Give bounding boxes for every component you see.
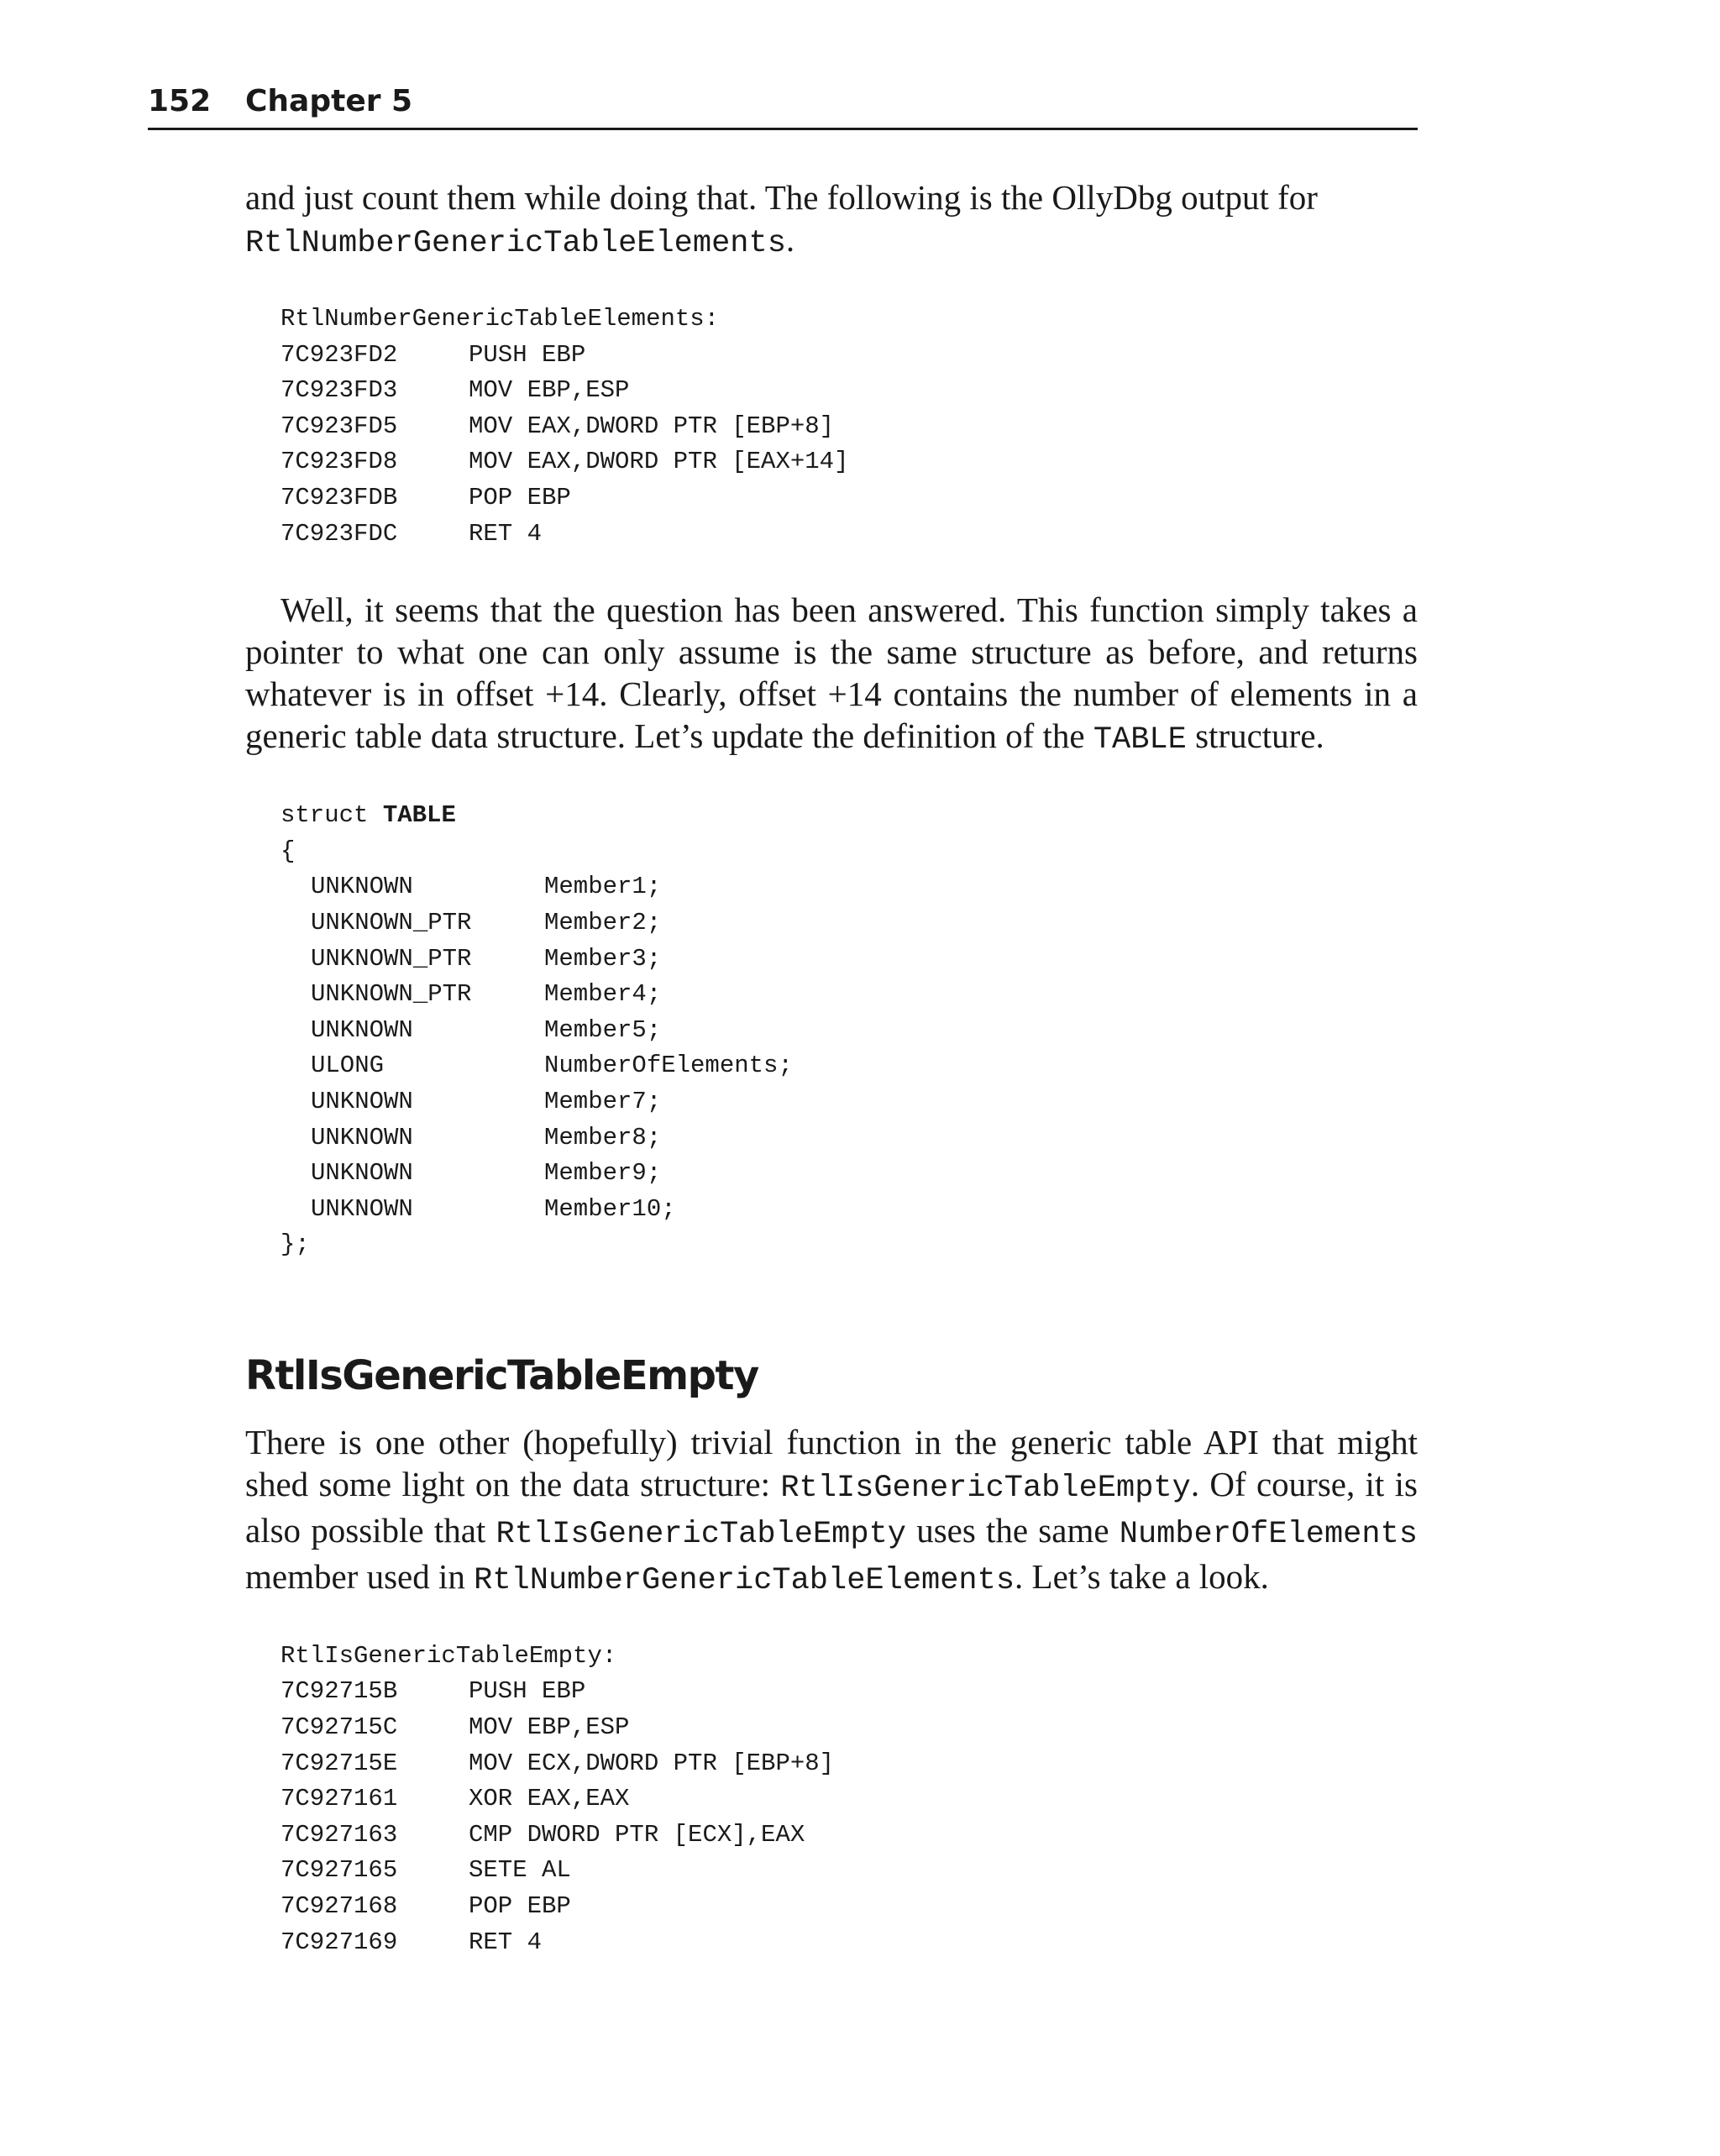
asm-instruction: XOR EAX,EAX	[469, 1785, 630, 1813]
asm-address: 7C923FDC	[281, 519, 398, 548]
asm-address: 7C92715E	[281, 1749, 398, 1777]
asm-line	[281, 1746, 1418, 1782]
member-name: Member2;	[544, 908, 662, 936]
running-header	[148, 81, 1418, 130]
asm-address: 7C923FD5	[281, 412, 398, 440]
struct-name: TABLE	[382, 801, 456, 830]
asm-instruction: MOV EBP,ESP	[469, 1713, 630, 1742]
asm-address: 7C923FD8	[281, 448, 398, 476]
member-name: NumberOfElements;	[544, 1052, 793, 1080]
asm-instruction: POP EBP	[469, 483, 571, 511]
asm-instruction: MOV EAX,DWORD PTR [EBP+8]	[469, 412, 835, 440]
inline-code-table: TABLE	[1093, 722, 1187, 758]
asm-instruction: RET 4	[469, 1928, 543, 1956]
listing-label: RtlNumberGenericTableElements:	[281, 305, 720, 333]
member-name: Member3;	[544, 944, 662, 973]
asm-line	[281, 1889, 1418, 1925]
asm-address: 7C927163	[281, 1820, 398, 1849]
asm-address: 7C927169	[281, 1928, 398, 1956]
asm-line	[281, 1853, 1418, 1889]
asm-address: 7C923FD2	[281, 340, 398, 369]
struct-definition	[245, 798, 1418, 1263]
struct-member	[281, 1048, 1418, 1084]
asm-instruction: CMP DWORD PTR [ECX],EAX	[469, 1820, 805, 1849]
struct-close-brace: };	[281, 1230, 310, 1259]
asm-line	[281, 444, 1418, 480]
struct-member	[281, 1013, 1418, 1049]
struct-member	[281, 942, 1418, 978]
asm-line	[281, 373, 1418, 409]
intro-paragraph	[245, 176, 1418, 265]
intro-tail: .	[785, 220, 795, 259]
section-heading: RtlIsGenericTableEmpty	[245, 1351, 758, 1399]
asm-address: 7C92715B	[281, 1677, 398, 1706]
asm-instruction: PUSH EBP	[469, 1677, 586, 1706]
struct-member	[281, 1084, 1418, 1120]
asm-instruction: MOV EAX,DWORD PTR [EAX+14]	[469, 448, 849, 476]
asm-line	[281, 517, 1418, 553]
section-text-1: There is one other (hopefully) trivial function in the generic table API that might shed some light on the data structure:	[245, 1422, 1418, 1503]
page-body	[245, 176, 1418, 1960]
member-type: UNKNOWN_PTR	[311, 944, 472, 973]
struct-member	[281, 905, 1418, 942]
member-name: Member1;	[544, 873, 662, 901]
struct-header	[281, 798, 1418, 834]
asm-instruction: POP EBP	[469, 1892, 571, 1921]
analysis-paragraph	[245, 589, 1418, 761]
chapter-label: Chapter 5	[245, 84, 413, 118]
asm-instruction: MOV ECX,DWORD PTR [EBP+8]	[469, 1749, 835, 1777]
asm-address: 7C927161	[281, 1785, 398, 1813]
asm-address: 7C92715C	[281, 1713, 398, 1742]
intro-text: and just count them while doing that. The following is the OllyDbg output for	[245, 178, 1318, 217]
asm-line	[281, 1781, 1418, 1818]
struct-member	[281, 1156, 1418, 1192]
inline-code-is-empty-1: RtlIsGenericTableEmpty	[780, 1470, 1191, 1506]
asm-line	[281, 480, 1418, 517]
struct-open-brace: {	[281, 837, 296, 865]
asm-address: 7C927168	[281, 1892, 398, 1921]
section-text-2: . Of course, it is also possible that	[245, 1464, 1418, 1550]
member-name: Member7;	[544, 1087, 662, 1115]
asm-instruction: RET 4	[469, 519, 543, 548]
asm-instruction: MOV EBP,ESP	[469, 376, 630, 405]
inline-code-is-empty-2: RtlIsGenericTableEmpty	[496, 1516, 906, 1552]
member-name: Member9;	[544, 1159, 662, 1188]
member-name: Member8;	[544, 1123, 662, 1151]
asm-listing-is-empty	[245, 1639, 1418, 1960]
struct-keyword: struct	[281, 801, 369, 830]
asm-line	[281, 1710, 1418, 1746]
asm-address: 7C927165	[281, 1856, 398, 1885]
page-number: 152	[148, 84, 212, 118]
listing-label: RtlIsGenericTableEmpty:	[281, 1641, 617, 1670]
section-text-3: uses the same	[906, 1510, 1120, 1550]
asm-address: 7C923FDB	[281, 483, 398, 511]
asm-line	[281, 1674, 1418, 1710]
asm-instruction: PUSH EBP	[469, 340, 586, 369]
struct-member	[281, 869, 1418, 905]
member-type: UNKNOWN	[311, 1015, 413, 1044]
section-paragraph	[245, 1421, 1418, 1602]
inline-code-number-of-elements: NumberOfElements	[1119, 1516, 1418, 1552]
member-name: Member4;	[544, 980, 662, 1009]
member-type: UNKNOWN	[311, 1159, 413, 1188]
asm-line	[281, 409, 1418, 445]
member-name: Member10;	[544, 1194, 676, 1223]
member-type: UNKNOWN	[311, 1194, 413, 1223]
asm-line	[281, 1925, 1418, 1961]
member-type: ULONG	[311, 1052, 385, 1080]
asm-listing-number-elements	[245, 302, 1418, 552]
asm-address: 7C923FD3	[281, 376, 398, 405]
member-type: UNKNOWN_PTR	[311, 980, 472, 1009]
member-name: Member5;	[544, 1015, 662, 1044]
struct-member	[281, 977, 1418, 1013]
intro-func-name: RtlNumberGenericTableElements	[245, 226, 786, 261]
member-type: UNKNOWN_PTR	[311, 908, 472, 936]
asm-line	[281, 1818, 1418, 1854]
asm-instruction: SETE AL	[469, 1856, 571, 1885]
struct-member	[281, 1192, 1418, 1228]
member-type: UNKNOWN	[311, 1123, 413, 1151]
analysis-text: Well, it seems that the question has been answered. This function simply takes a pointer to what one can only assume is the same structure as before, and returns whatever is in offset +14. Clearly, offset +14 contains the number of elements in a generic table data structure. Let’s update the definition of the	[245, 590, 1418, 756]
struct-member	[281, 1120, 1418, 1157]
inline-code-number-elements-func: RtlNumberGenericTableElements	[474, 1562, 1015, 1598]
analysis-tail: structure.	[1186, 716, 1324, 756]
asm-line	[281, 338, 1418, 374]
section-text-5: . Let’s take a look.	[1015, 1556, 1269, 1596]
section-text-4: member used in	[245, 1556, 475, 1596]
member-type: UNKNOWN	[311, 1087, 413, 1115]
member-type: UNKNOWN	[311, 873, 413, 901]
